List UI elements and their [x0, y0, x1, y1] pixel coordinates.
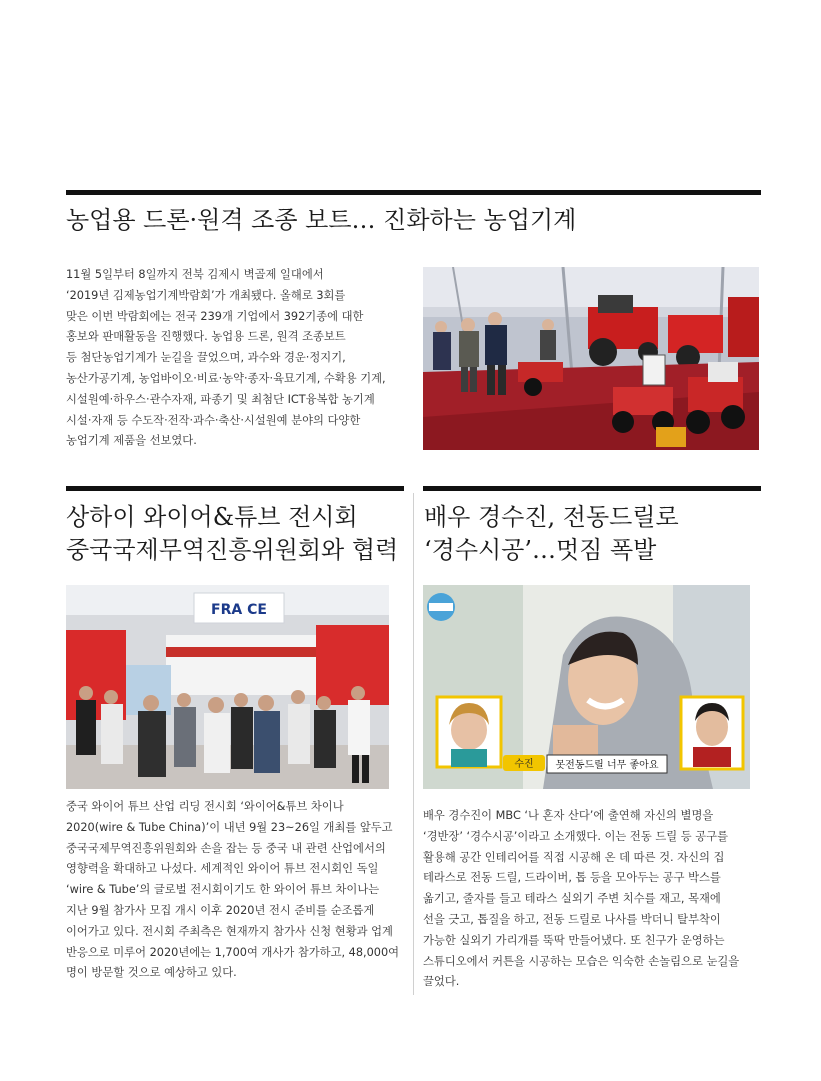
caption-text: 못전동드릴 너무 좋아요 — [555, 760, 659, 771]
article1-body-line: 맞은 이번 박람회에는 전국 239개 기업에서 392기종에 대한 — [66, 309, 364, 323]
article3-body-line: 옮기고, 줄자를 들고 테라스 실외기 주변 치수를 재고, 목재에 — [423, 892, 721, 906]
article2-headline — [66, 501, 398, 567]
article1-body-line: 시설·자재 등 수도작·전작·과수·축산·시설원예 분야의 다양한 — [66, 413, 361, 427]
article1-top-rule — [66, 190, 761, 195]
article2-body-line: 중국국제무역진흥위원회와 손을 잡는 등 중국 내 관련 산업에서의 — [66, 841, 386, 855]
article3-body — [423, 806, 763, 993]
article2-body-line: 2020(wire & Tube China)’이 내년 9월 23~26일 개최를 앞두고 — [66, 820, 393, 834]
article2-body-line: 명이 방문할 것으로 예상하고 있다. — [66, 966, 237, 980]
article1-body-line: ‘2019년 김제농업기계박람회’가 개최됐다. 올해로 3회를 — [66, 288, 346, 302]
article1-body-line: 등 첨단농업기계가 눈길을 끌었으며, 과수와 경운·정지기, — [66, 351, 346, 365]
article2-body-line: ‘wire & Tube’의 글로벌 전시회이기도 한 와이어 튜브 차이나는 — [66, 883, 380, 897]
article3-body-line: ‘경반장’ ‘경수시공’이라고 소개했다. 이는 전동 드릴 등 공구를 — [423, 829, 729, 843]
article3-headline-line: 배우 경수진, 전동드릴로 — [424, 503, 679, 531]
article1-body-line: 11월 5일부터 8일까지 전북 김제시 벽골제 일대에서 — [66, 268, 324, 281]
article1-body-line: 농산가공기계, 농업바이오·비료·농약·종자·육묘기계, 수확용 기계, — [66, 371, 386, 385]
article2-headline-line: 상하이 와이어&튜브 전시회 — [66, 503, 358, 531]
article3-body-line: 활용해 공간 인테리어를 직접 시공해 온 데 따른 것. 자신의 집 — [423, 850, 725, 864]
article2-body-line: 이어가고 있다. 전시회 주최측은 현재까지 참가사 신청 현황과 업계 — [66, 924, 393, 938]
article3-body-line: 배우 경수진이 MBC ‘나 혼자 산다’에 출연해 자신의 별명을 — [423, 809, 714, 822]
expo-farm-machinery-photo — [423, 267, 759, 450]
article3-headline — [424, 501, 679, 567]
article2-body-line: 영향력을 확대하고 나섰다. 세계적인 와이어 튜브 전시회인 독일 — [66, 862, 379, 876]
article2-top-rule — [66, 486, 404, 491]
article3-body-line: 끌었다. — [423, 975, 460, 989]
wire-tube-exhibition-photo — [66, 585, 389, 789]
article3-body-line: 테라스로 전동 드릴, 드라이버, 톱 등을 모아두는 공구 박스를 — [423, 871, 721, 885]
article2-headline-line: 중국국제무역진흥위원회와 협력 — [66, 536, 399, 564]
article3-body-line: 스튜디오에서 커튼을 시공하는 모습은 익숙한 손놀림으로 눈길을 — [423, 954, 740, 968]
article1-body-line: 농업기계 제품을 선보였다. — [66, 434, 197, 448]
column-divider — [413, 493, 414, 995]
article2-body-line: 중국 와이어 튜브 산업 리딩 전시회 ‘와이어&튜브 차이나 — [66, 800, 344, 813]
article1-body-line: 시설원예·하우스·관수자재, 파종기 및 최첨단 ICT융복합 농기계 — [66, 392, 375, 406]
article3-headline-line: ‘경수시공’…멋짐 폭발 — [424, 536, 657, 564]
article3-top-rule — [423, 486, 761, 491]
tv-show-screenshot-photo — [423, 585, 750, 789]
article1-body-line: 홍보와 판매활동을 진행했다. 농업용 드론, 원격 조종보트 — [66, 330, 346, 344]
booth-sign-text: FRA CE — [211, 602, 267, 618]
article1-headline: 농업용 드론·원격 조종 보트… 진화하는 농업기계 — [66, 206, 577, 234]
name-tag-text: 수진 — [514, 759, 534, 770]
article2-body-line: 반응으로 미루어 2020년에는 1,700여 개사가 참가하고, 48,000여 — [66, 945, 400, 959]
article2-body-line: 지난 9월 참가사 모집 개시 이후 2020년 전시 준비를 순조롭게 — [66, 903, 375, 917]
article3-body-line: 선을 긋고, 톱질을 하고, 전동 드릴로 나사를 박더니 탈부착이 — [423, 912, 721, 926]
article1-body — [66, 265, 411, 452]
article3-body-line: 가능한 실외기 가리개를 뚝딱 만들어냈다. 또 친구가 운영하는 — [423, 933, 725, 947]
article2-body — [66, 797, 406, 984]
